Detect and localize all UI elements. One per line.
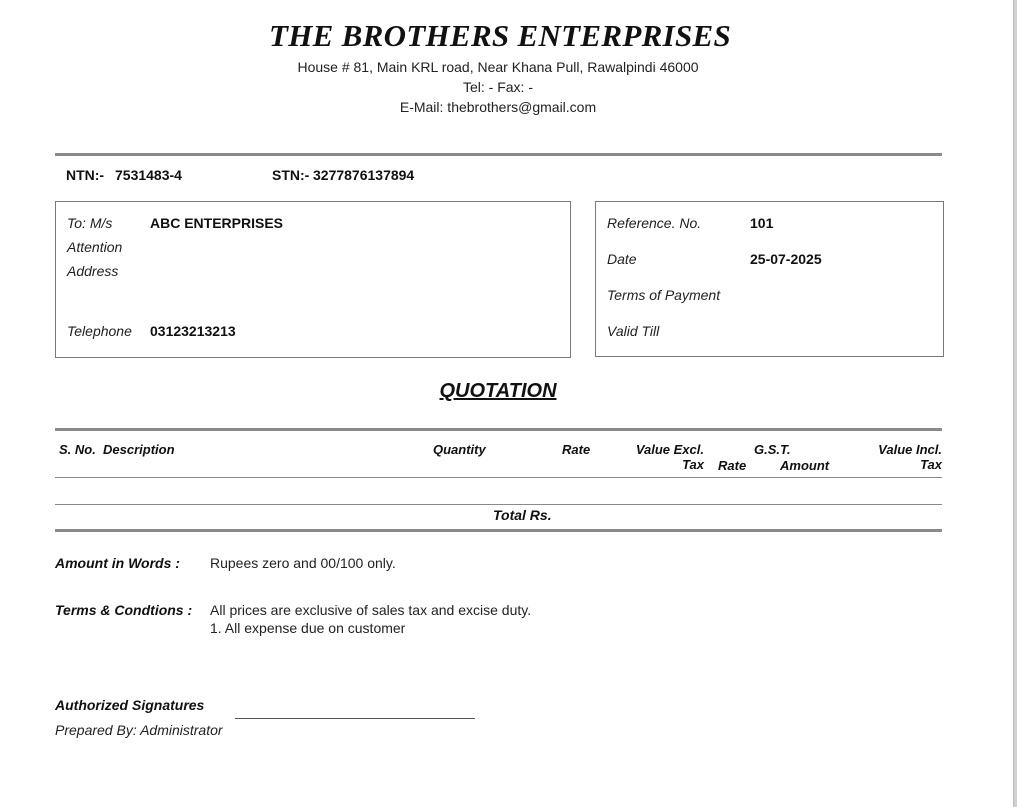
total-label: Total Rs. bbox=[493, 507, 552, 523]
company-address: House # 81, Main KRL road, Near Khana Pull, Rawalpindi 46000 bbox=[297, 59, 699, 75]
col-gst-rate: Rate bbox=[718, 458, 747, 473]
company-contact: Tel: - Fax: - bbox=[462, 79, 533, 95]
amount-in-words-label: Amount in Words : bbox=[55, 555, 180, 571]
total-top-rule bbox=[55, 504, 942, 505]
telephone-value: 03123213213 bbox=[150, 323, 236, 339]
terms-of-payment-label: Terms of Payment bbox=[607, 287, 721, 303]
terms-line-1: All prices are exclusive of sales tax and excise duty. bbox=[210, 602, 532, 618]
col-value-excl-tax: Tax bbox=[682, 457, 704, 472]
attention-label: Attention bbox=[67, 239, 123, 255]
address-label: Address bbox=[67, 263, 119, 279]
document-title: QUOTATION bbox=[439, 380, 557, 402]
total-bottom-rule bbox=[55, 529, 942, 532]
amount-in-words-value: Rupees zero and 00/100 only. bbox=[210, 555, 396, 571]
customer-box bbox=[55, 201, 571, 358]
stn-label: STN:- bbox=[272, 167, 310, 183]
ntn-label: NTN:- bbox=[66, 167, 105, 183]
company-name: THE BROTHERS ENTERPRISES bbox=[269, 18, 731, 53]
col-rate: Rate bbox=[562, 442, 591, 457]
to-label: To: M/s bbox=[67, 215, 113, 231]
col-value-incl: Value Incl. bbox=[878, 442, 942, 457]
valid-till-label: Valid Till bbox=[607, 323, 660, 339]
window-scrollbar[interactable] bbox=[1013, 0, 1017, 807]
signature-line bbox=[235, 718, 475, 719]
company-email: E-Mail: thebrothers@gmail.com bbox=[399, 99, 597, 115]
col-gst-amount: Amount bbox=[780, 458, 830, 473]
table-top-rule bbox=[55, 428, 942, 431]
reference-label: Reference. No. bbox=[607, 215, 702, 231]
prepared-by: Prepared By: Administrator bbox=[55, 722, 223, 738]
header-divider bbox=[55, 153, 942, 156]
table-header-rule bbox=[55, 477, 942, 478]
terms-conditions-label: Terms & Condtions : bbox=[55, 602, 193, 618]
date-value: 25-07-2025 bbox=[750, 251, 822, 267]
date-label: Date bbox=[607, 251, 637, 267]
col-description: Description bbox=[103, 442, 175, 457]
col-sno: S. No. bbox=[59, 442, 96, 457]
stn-value: 3277876137894 bbox=[313, 167, 415, 183]
reference-value: 101 bbox=[750, 215, 774, 231]
to-value: ABC ENTERPRISES bbox=[150, 215, 284, 231]
col-quantity: Quantity bbox=[433, 442, 486, 457]
ntn-value: 7531483-4 bbox=[115, 167, 182, 183]
authorized-signatures-label: Authorized Signatures bbox=[55, 697, 205, 713]
col-value-excl: Value Excl. bbox=[635, 442, 704, 457]
telephone-label: Telephone bbox=[67, 323, 132, 339]
terms-line-2: 1. All expense due on customer bbox=[210, 620, 406, 636]
col-value-incl-tax: Tax bbox=[920, 457, 942, 472]
col-gst: G.S.T. bbox=[754, 442, 791, 457]
